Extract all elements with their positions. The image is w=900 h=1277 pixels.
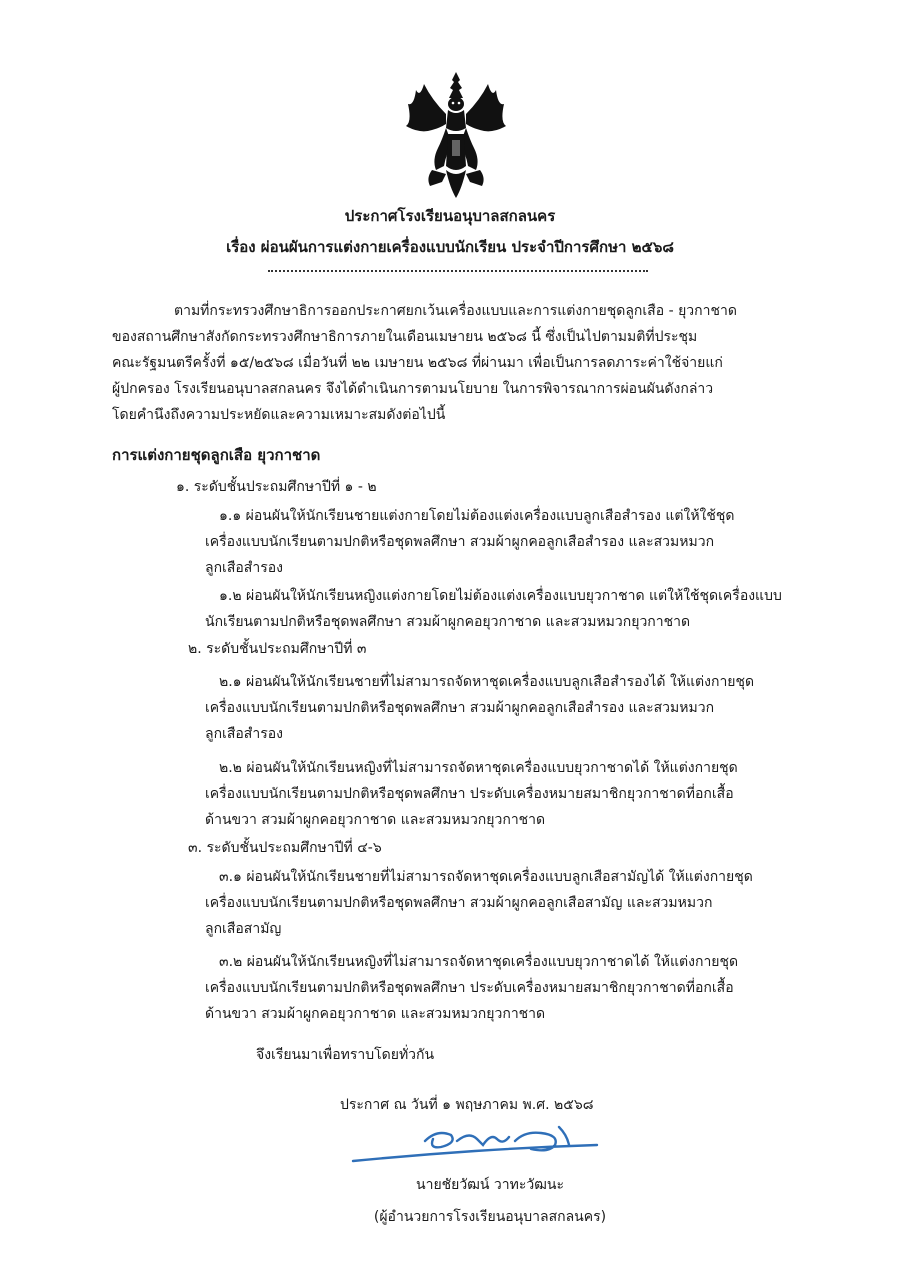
- item-line: ๓.๒ ผ่อนผันให้นักเรียนหญิงที่ไม่สามารถจัดหาชุดเครื่องแบบยุวกาชาดได้ ให้แต่งกายชุด: [219, 954, 739, 970]
- level-heading: ๒. ระดับชั้นประถมศึกษาปีที่ ๓: [188, 641, 367, 657]
- intro-line: ตามที่กระทรวงศึกษาธิการออกประกาศยกเว้นเครื่องแบบและการแต่งกายชุดลูกเสือ - ยุวกาชาด: [174, 303, 737, 319]
- signature-image: [345, 1115, 605, 1175]
- item-line: เครื่องแบบนักเรียนตามปกติหรือชุดพลศึกษา สวมผ้าผูกคอลูกเสือสำรอง และสวมหมวก: [205, 534, 715, 550]
- item-line: ๑.๒ ผ่อนผันให้นักเรียนหญิงแต่งกายโดยไม่ต้องแต่งเครื่องแบบยุวกาชาด แต่ให้ใช้ชุดเครื่องแบบ: [219, 588, 782, 604]
- level-heading: ๑. ระดับชั้นประถมศึกษาปีที่ ๑ - ๒: [176, 479, 377, 495]
- item-line: เครื่องแบบนักเรียนตามปกติหรือชุดพลศึกษา ประดับเครื่องหมายสมาชิกยุวกาชาดที่อกเสื้อ: [205, 980, 734, 996]
- item-line: เครื่องแบบนักเรียนตามปกติหรือชุดพลศึกษา สวมผ้าผูกคอลูกเสือสามัญ และสวมหมวก: [205, 895, 713, 911]
- announcement-title: ประกาศโรงเรียนอนุบาลสกลนคร: [344, 207, 556, 225]
- item-line: ลูกเสือสามัญ: [205, 921, 282, 937]
- intro-paragraph: [112, 298, 828, 428]
- item-line: ด้านขวา สวมผ้าผูกคอยุวกาชาด และสวมหมวกยุวกาชาด: [205, 812, 546, 828]
- item-line: ๒.๒ ผ่อนผันให้นักเรียนหญิงที่ไม่สามารถจัดหาชุดเครื่องแบบยุวกาชาดได้ ให้แต่งกายชุด: [219, 760, 738, 776]
- item-line: ลูกเสือสำรอง: [205, 726, 283, 742]
- item-line: เครื่องแบบนักเรียนตามปกติหรือชุดพลศึกษา สวมผ้าผูกคอลูกเสือสำรอง และสวมหมวก: [205, 700, 715, 716]
- signer-position: (ผู้อำนวยการโรงเรียนอนุบาลสกลนคร): [373, 1209, 607, 1225]
- closing-line: จึงเรียนมาเพื่อทราบโดยทั่วกัน: [256, 1047, 435, 1063]
- item-line: ๒.๑ ผ่อนผันให้นักเรียนชายที่ไม่สามารถจัดหาชุดเครื่องแบบลูกเสือสำรองได้ ให้แต่งกายชุด: [219, 674, 755, 690]
- item-line: ๑.๑ ผ่อนผันให้นักเรียนชายแต่งกายโดยไม่ต้องแต่งเครื่องแบบลูกเสือสำรอง แต่ให้ใช้ชุด: [219, 508, 735, 524]
- item-line: นักเรียนตามปกติหรือชุดพลศึกษา สวมผ้าผูกคอยุวกาชาด และสวมหมวกยุวกาชาด: [205, 614, 691, 630]
- list-item: [205, 669, 805, 747]
- item-line: ลูกเสือสำรอง: [205, 560, 283, 576]
- announcement-date: ประกาศ ณ วันที่ ๑ พฤษภาคม พ.ศ. ๒๕๖๘: [340, 1097, 594, 1113]
- section-heading: การแต่งกายชุดลูกเสือ ยุวกาชาด: [112, 446, 321, 464]
- garuda-emblem-icon: [402, 70, 510, 202]
- dotted-divider: [268, 270, 648, 272]
- intro-line: ของสถานศึกษาสังกัดกระทรวงศึกษาธิการภายในเดือนเมษายน ๒๕๖๘ นี้ ซึ่งเป็นไปตามมติที่ประชุม: [112, 329, 698, 345]
- intro-line: คณะรัฐมนตรีครั้งที่ ๑๕/๒๕๖๘ เมื่อวันที่ ๒๒ เมษายน ๒๕๖๘ ที่ผ่านมา เพื่อเป็นการลดภาระค่าใช้จ่ายแก่: [112, 355, 723, 371]
- list-item: [205, 949, 805, 1027]
- list-item: [205, 755, 805, 833]
- item-line: ด้านขวา สวมผ้าผูกคอยุวกาชาด และสวมหมวกยุวกาชาด: [205, 1006, 546, 1022]
- signer-name: นายชัยวัฒน์ วาทะวัฒนะ: [416, 1177, 564, 1193]
- list-item: [205, 864, 805, 942]
- level-heading: ๓. ระดับชั้นประถมศึกษาปีที่ ๔-๖: [188, 840, 382, 856]
- list-item: [205, 583, 805, 635]
- item-line: เครื่องแบบนักเรียนตามปกติหรือชุดพลศึกษา ประดับเครื่องหมายสมาชิกยุวกาชาดที่อกเสื้อ: [205, 786, 734, 802]
- intro-line: ผู้ปกครอง โรงเรียนอนุบาลสกลนคร จึงได้ดำเนินการตามนโยบาย ในการพิจารณาการผ่อนผันดังกล่าว: [112, 381, 714, 397]
- item-line: ๓.๑ ผ่อนผันให้นักเรียนชายที่ไม่สามารถจัดหาชุดเครื่องแบบลูกเสือสามัญได้ ให้แต่งกายชุด: [219, 869, 753, 885]
- announcement-subject: เรื่อง ผ่อนผันการแต่งกายเครื่องแบบนักเรียน ประจำปีการศึกษา ๒๕๖๘: [226, 238, 674, 256]
- list-item: [205, 503, 805, 581]
- intro-line: โดยคำนึงถึงความประหยัดและความเหมาะสมดังต่อไปนี้: [112, 407, 446, 423]
